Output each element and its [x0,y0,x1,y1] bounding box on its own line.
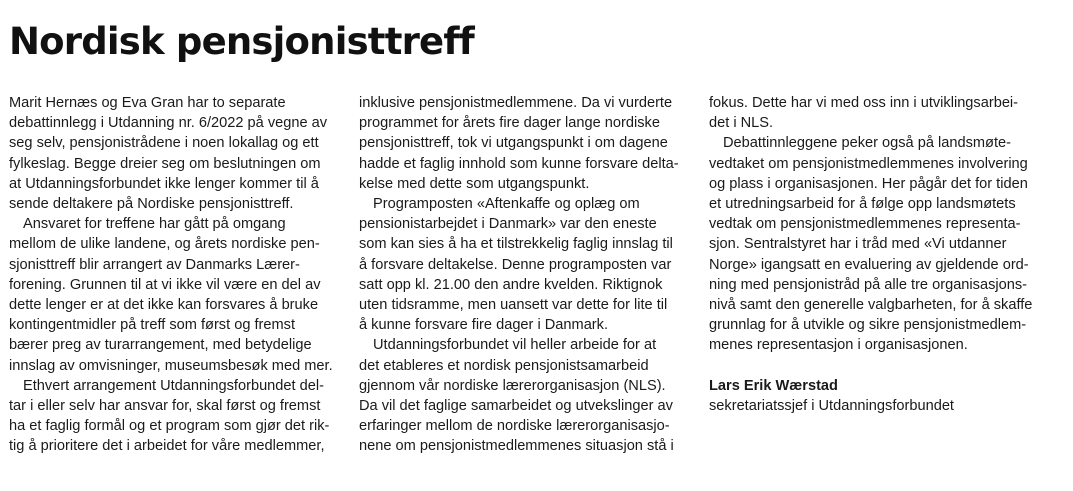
body-line: at Utdanningsforbundet ikke lenger kommer til å [9,175,319,192]
body-line: sjonisttreff blir arrangert av Danmarks Lærer- [9,256,300,273]
text-column-3 [709,93,1049,416]
body-line: uten tidsramme, men uansett var dette for lite til [359,297,668,314]
body-line: Marit Hernæs og Eva Gran har to separate [9,95,286,111]
byline-spacer [709,356,1049,376]
body-line: mellom de ulike landene, og årets nordiske pen- [9,236,320,253]
body-line: bærer preg av turarrangement, med betydelige [9,337,312,354]
body-line: å forsvare deltakelse. Denne programposten var [359,256,672,273]
body-line: ning med pensjonistråd på alle tre organisasjons- [709,276,1028,293]
body-line: inklusive pensjonistmedlemmene. Da vi vurderte [359,95,673,111]
body-line: gjennom vår nordiske lærerorganisasjon (NLS). [359,377,666,394]
body-line: et utredningsarbeid for å følge opp landsmøtets [709,196,1016,213]
body-line: vedtak om pensjonistmedlemmenes representa- [709,216,1021,233]
body-line: programmet for årets fire dager lange nordiske [359,115,660,132]
paragraph-start-line: Ethvert arrangement Utdanningsforbundet del- [23,377,324,394]
paragraph-start-line: Debattinnleggene peker også på landsmøte- [723,135,1012,152]
byline [709,376,1049,416]
paragraph-start-line: Ansvaret for treffene har gått på omgang [23,216,286,233]
body-line: hadde et faglig innhold som kunne forsvare delta- [359,155,679,172]
body-line: Da vil det faglige samarbeidet og utvekslinger av [359,398,673,415]
body-line: tar i eller selv har ansvar for, skal først og fremst [9,398,321,415]
body-line: å kunne forsvare fire dager i Danmark. [359,317,609,334]
author-title: sekretariatssjef i Utdanningsforbundet [709,398,954,415]
paragraph-start-line: Programposten «Aftenkaffe og oplæg om [373,196,640,213]
body-line: vedtaket om pensjonistmedlemmenes involvering [709,155,1028,172]
body-line: Norge» igangsatt en evaluering av gjeldende ord- [709,256,1029,273]
body-line: menes representasjon i organisasjonen. [709,337,968,354]
body-line: fylkeslag. Begge dreier seg om beslutningen om [9,155,321,172]
paragraph-start-line: Utdanningsforbundet vil heller arbeide for at [373,337,657,354]
body-line: det etableres et nordisk pensjonistsamarbeid [359,357,649,374]
body-line: tig å prioritere det i arbeidet for våre medlemmer, [9,438,325,455]
text-column-1 [9,93,349,457]
body-line: det i NLS. [709,115,774,132]
headline: Nordisk pensjonisttreff [9,20,474,63]
body-line: sjon. Sentralstyret har i tråd med «Vi utdanner [709,236,1007,253]
body-line: pensjonisttreff, tok vi utgangspunkt i om dagene [359,135,668,152]
body-line: sende deltakere på Nordiske pensjonisttreff. [9,196,294,213]
body-line: erfaringer mellom de nordiske lærerorganisasjo- [359,418,670,435]
body-line: kontingentmidler på treff som først og fremst [9,317,296,334]
body-line: seg selv, pensjonistrådene i noen lokallag og ett [9,135,319,152]
text-column-2 [359,93,699,457]
body-line: kelse med dette som utgangspunkt. [359,175,590,192]
body-line: debattinnlegg i Utdanning nr. 6/2022 på vegne av [9,115,328,132]
body-line: ha et faglig formål og et program som gjør det rik- [9,418,330,435]
body-line: satt opp kl. 21.00 den andre kvelden. Riktignok [359,276,663,293]
body-line: grunnlag for å utvikle og sikre pensjonistmedlem- [709,317,1027,334]
body-line: nivå samt den generelle valgbarheten, for å skaffe [709,297,1033,314]
body-line: fokus. Dette har vi med oss inn i utviklingsarbei- [709,95,1019,111]
body-line: nene om pensjonistmedlemmenes situasjon stå i [359,438,674,455]
body-line: pensionistarbejdet i Danmark» var den eneste [359,216,657,233]
body-line: forening. Grunnen til at vi ikke vil være en del av [9,276,321,293]
body-line: og plass i organisasjonen. Her pågår det for tiden [709,175,1028,192]
body-line: som kan sies å ha et tilstrekkelig faglig innslag til [359,236,673,253]
author-name: Lars Erik Wærstad [709,377,838,394]
body-line: dette lenger er at det ikke kan forsvares å bruke [9,297,319,314]
body-line: innslag av omvisninger, museumsbesøk med mer. [9,357,333,374]
